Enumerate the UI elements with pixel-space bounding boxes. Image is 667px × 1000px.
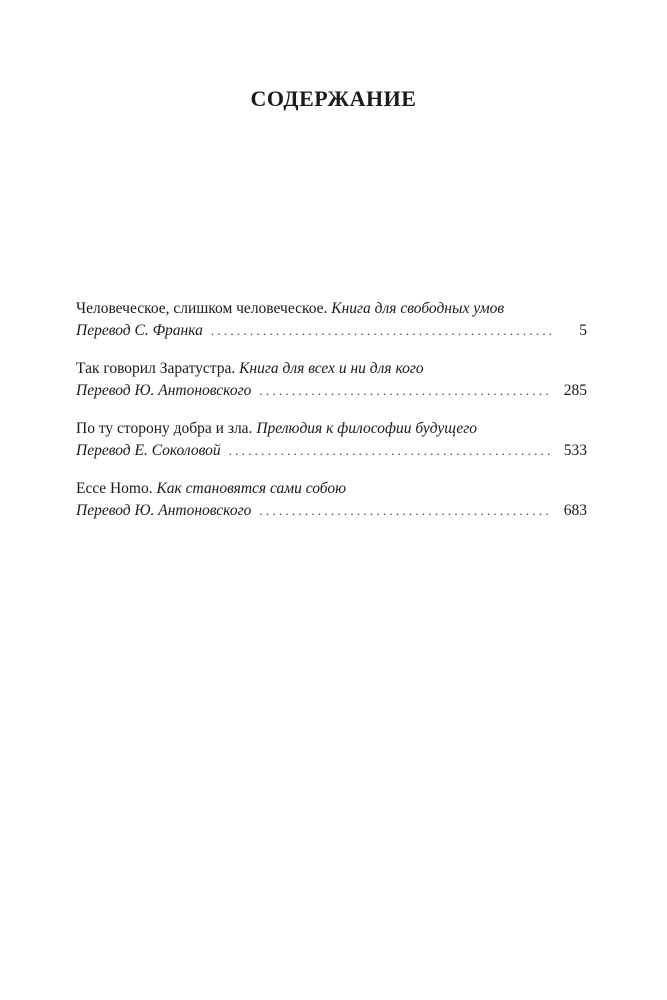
work-title: По ту сторону добра и зла. (76, 420, 253, 437)
dot-leader (211, 320, 551, 342)
dot-leader (229, 440, 551, 462)
page-number[interactable]: 5 (579, 322, 587, 339)
work-title: Человеческое, слишком человеческое. (76, 300, 328, 317)
entry-title-line (76, 358, 587, 380)
translator: Перевод Ю. Антоновского (76, 502, 252, 519)
dot-leader (259, 380, 551, 402)
work-title: Ecce Homo. (76, 480, 153, 497)
translator: Перевод Ю. Антоновского (76, 382, 252, 399)
entry-title-line (76, 418, 587, 440)
page-title: СОДЕРЖАНИЕ (250, 86, 417, 111)
dot-leader (259, 500, 551, 522)
work-subtitle: Как становятся сами собою (156, 480, 347, 497)
entry-translator-line (76, 500, 587, 522)
page-number[interactable]: 683 (563, 502, 587, 519)
entry-translator-line (76, 320, 587, 342)
entry-translator-line (76, 380, 587, 402)
entry-title-line (76, 298, 587, 320)
work-title: Так говорил Заратустра. (76, 360, 236, 377)
toc-entry[interactable] (76, 358, 587, 402)
work-subtitle: Прелюдия к философии будущего (256, 420, 478, 437)
page-number[interactable]: 285 (563, 382, 587, 399)
entry-translator-line (76, 440, 587, 462)
toc-entry[interactable] (76, 478, 587, 522)
translator: Перевод С. Франка (76, 322, 203, 339)
work-subtitle: Книга для свободных умов (331, 300, 505, 317)
entry-title-line (76, 478, 587, 500)
work-subtitle: Книга для всех и ни для кого (239, 360, 424, 377)
toc-entry[interactable] (76, 298, 587, 342)
table-of-contents (76, 298, 587, 538)
page-number[interactable]: 533 (563, 442, 587, 459)
toc-entry[interactable] (76, 418, 587, 462)
translator: Перевод Е. Соколовой (76, 442, 221, 459)
